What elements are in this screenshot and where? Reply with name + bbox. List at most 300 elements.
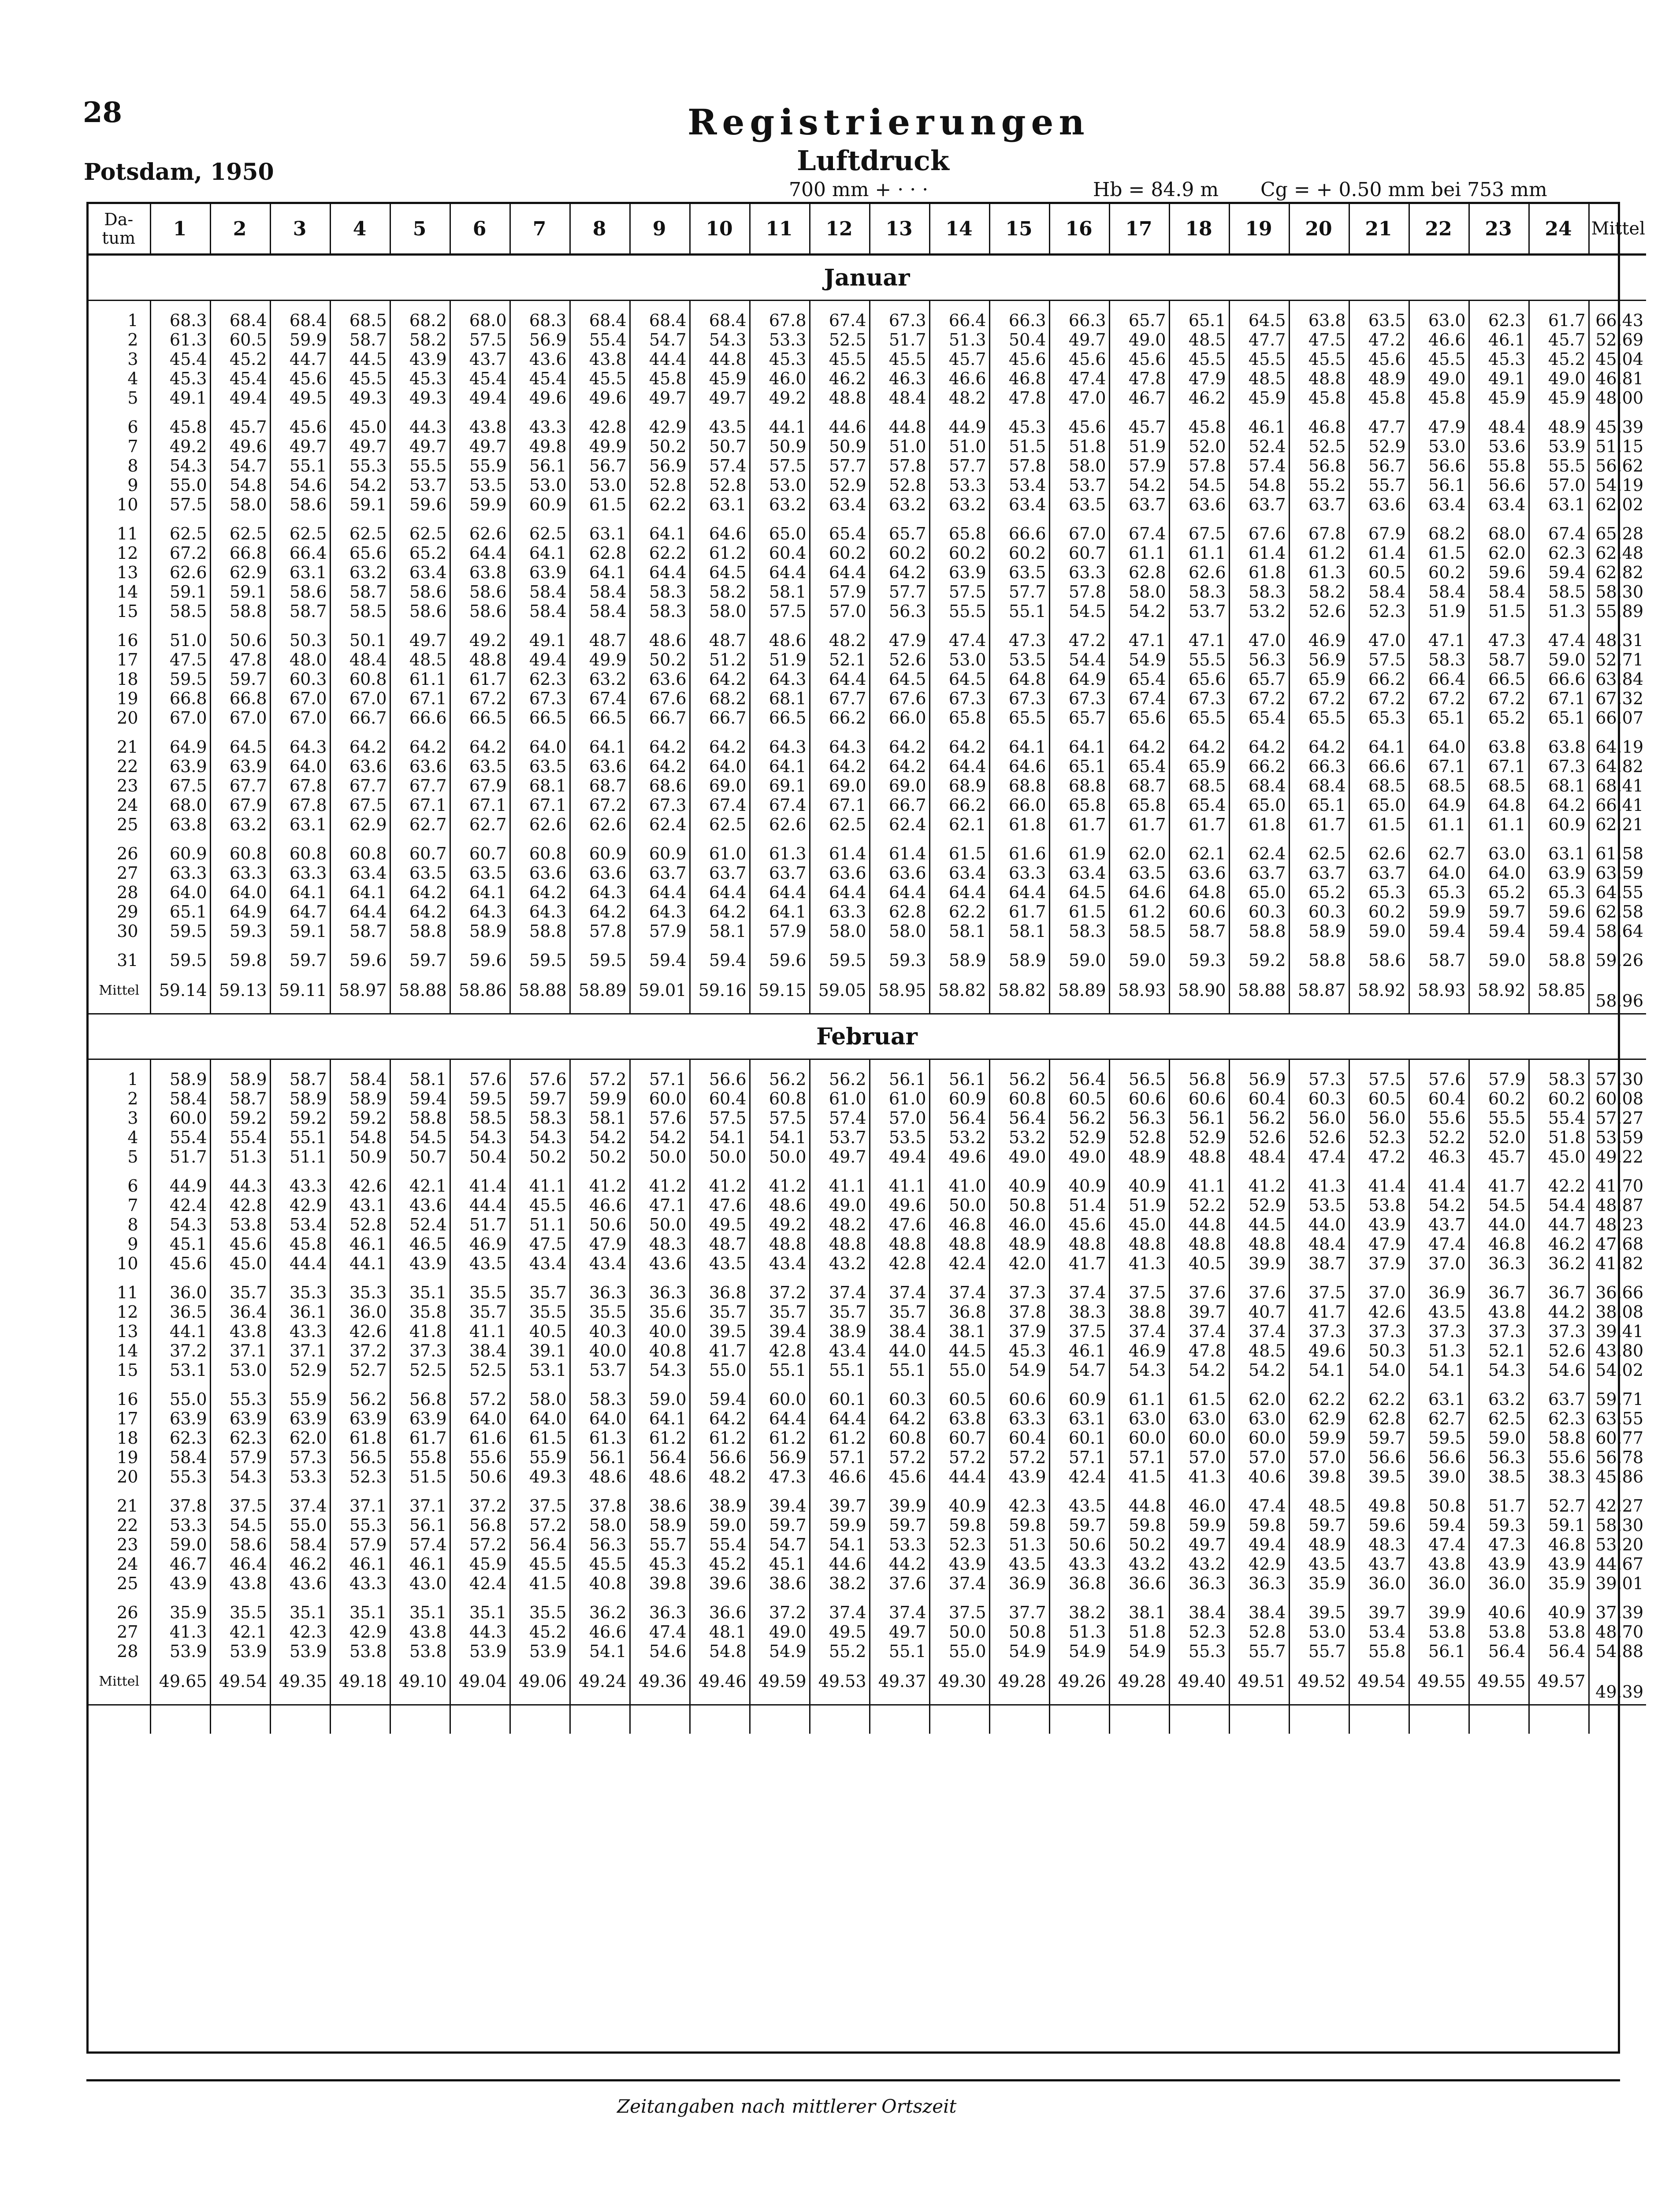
hourly-value: 61.8 xyxy=(989,815,1049,834)
hourly-value: 66.6 xyxy=(1349,757,1409,776)
header-hour: 21 xyxy=(1349,204,1409,255)
hourly-value: 55.5 xyxy=(929,602,989,621)
hourly-value: 42.9 xyxy=(270,1196,330,1215)
hourly-value: 57.0 xyxy=(1529,476,1589,495)
hourly-value: 54.0 xyxy=(1349,1360,1409,1380)
hourly-value: 46.2 xyxy=(1169,388,1229,408)
hourly-mean: 58.86 xyxy=(450,970,510,1011)
hourly-value: 50.4 xyxy=(989,330,1049,349)
day-number: 25 xyxy=(117,1574,138,1593)
table-row xyxy=(89,776,1646,795)
hourly-value: 41.8 xyxy=(390,1322,450,1341)
hourly-value: 45.8 xyxy=(1349,388,1409,408)
hourly-value: 52.0 xyxy=(1469,1128,1529,1147)
hourly-value: 58.9 xyxy=(270,1089,330,1108)
hourly-value: 52.6 xyxy=(870,650,929,669)
hourly-value: 63.6 xyxy=(570,757,630,776)
spacer-cell xyxy=(150,301,210,311)
hourly-value: 56.9 xyxy=(510,330,570,349)
day-number: 16 xyxy=(117,631,138,650)
hourly-value: 59.6 xyxy=(1529,902,1589,922)
header-hour: 19 xyxy=(1229,204,1289,255)
hourly-value: 53.2 xyxy=(929,1128,989,1147)
hourly-value: 65.0 xyxy=(1229,795,1289,815)
hourly-mean: 49.54 xyxy=(210,1661,270,1702)
hourly-value: 47.1 xyxy=(1109,631,1169,650)
hourly-value: 67.2 xyxy=(1469,689,1529,708)
hourly-value: 49.3 xyxy=(510,1467,570,1486)
hourly-value: 52.5 xyxy=(390,1360,450,1380)
hourly-value: 53.3 xyxy=(270,1467,330,1486)
hourly-value: 53.1 xyxy=(150,1360,210,1380)
hourly-value: 61.1 xyxy=(1409,815,1469,834)
hourly-value: 65.8 xyxy=(929,524,989,543)
hourly-mean: 49.28 xyxy=(1109,1661,1169,1702)
spacer-cell xyxy=(1289,1059,1349,1070)
hourly-value: 37.4 xyxy=(870,1283,929,1302)
spacer-cell xyxy=(690,1486,750,1496)
hourly-value: 36.0 xyxy=(150,1283,210,1302)
hourly-value: 54.9 xyxy=(989,1642,1049,1661)
hourly-value: 59.7 xyxy=(1349,1428,1409,1448)
spacer-cell xyxy=(1169,301,1229,311)
month-name: Januar xyxy=(89,255,1646,301)
spacer-cell xyxy=(1229,1273,1289,1283)
spacer-cell xyxy=(870,941,929,951)
hourly-value: 62.9 xyxy=(330,815,390,834)
hourly-value: 62.7 xyxy=(1409,1409,1469,1428)
spacer-cell xyxy=(1049,728,1109,737)
hourly-value: 55.5 xyxy=(1469,1108,1529,1128)
spacer-cell xyxy=(210,728,270,737)
hourly-value: 37.2 xyxy=(450,1496,510,1516)
hourly-value: 53.8 xyxy=(390,1642,450,1661)
hourly-value: 56.3 xyxy=(1469,1448,1529,1467)
hourly-value: 68.1 xyxy=(1529,776,1589,795)
spacer-cell xyxy=(1289,514,1349,524)
spacer-cell xyxy=(1169,728,1229,737)
hourly-value: 52.4 xyxy=(390,1215,450,1234)
hourly-value: 63.2 xyxy=(929,495,989,514)
hourly-mean: 49.36 xyxy=(630,1661,690,1702)
spacer-cell xyxy=(1469,1486,1529,1496)
hourly-value: 56.1 xyxy=(929,1070,989,1089)
spacer-cell xyxy=(1109,1167,1169,1176)
hourly-value: 58.1 xyxy=(929,922,989,941)
hourly-value: 65.6 xyxy=(1109,708,1169,728)
spacer-cell xyxy=(929,1011,989,1014)
spacer-cell xyxy=(1469,408,1529,417)
daily-mean: 53.20 xyxy=(1589,1535,1646,1554)
hourly-value: 55.0 xyxy=(690,1360,750,1380)
spacer xyxy=(89,941,1646,951)
spacer-cell xyxy=(570,1011,630,1014)
hourly-value: 55.4 xyxy=(210,1128,270,1147)
hourly-value: 67.0 xyxy=(1049,524,1109,543)
hourly-value: 67.3 xyxy=(630,795,690,815)
hourly-value: 66.3 xyxy=(989,311,1049,330)
spacer-cell xyxy=(630,1059,690,1070)
hourly-value: 55.6 xyxy=(450,1448,510,1467)
daily-mean: 55.89 xyxy=(1589,602,1646,621)
hourly-value: 46.6 xyxy=(570,1622,630,1642)
hourly-value: 58.8 xyxy=(210,602,270,621)
hourly-value: 44.0 xyxy=(1469,1215,1529,1234)
hourly-value: 58.3 xyxy=(510,1108,570,1128)
hourly-value: 59.7 xyxy=(270,951,330,970)
hourly-value: 37.4 xyxy=(929,1574,989,1593)
spacer-cell xyxy=(1349,1702,1409,1705)
hourly-value: 39.5 xyxy=(690,1322,750,1341)
hourly-value: 61.9 xyxy=(1049,844,1109,863)
hourly-value: 65.6 xyxy=(1169,669,1229,689)
hourly-value: 47.8 xyxy=(1169,1341,1229,1360)
spacer xyxy=(89,1486,1646,1496)
daily-mean: 52.71 xyxy=(1589,650,1646,669)
hourly-value: 45.6 xyxy=(270,417,330,437)
hourly-value: 67.2 xyxy=(1229,689,1289,708)
spacer-cell xyxy=(810,514,870,524)
hourly-value: 52.1 xyxy=(810,650,870,669)
spacer-cell xyxy=(1289,1702,1349,1705)
hourly-mean: 49.55 xyxy=(1409,1661,1469,1702)
hourly-value: 55.0 xyxy=(929,1642,989,1661)
hourly-value: 65.1 xyxy=(150,902,210,922)
hourly-value: 35.1 xyxy=(330,1603,390,1622)
hourly-value: 40.9 xyxy=(989,1176,1049,1196)
hourly-value: 63.4 xyxy=(810,495,870,514)
hourly-value: 36.3 xyxy=(1469,1254,1529,1273)
hourly-value: 60.9 xyxy=(1049,1390,1109,1409)
spacer-cell xyxy=(210,1380,270,1390)
spacer-cell xyxy=(150,514,210,524)
header-hour: 15 xyxy=(989,204,1049,255)
hourly-value: 59.7 xyxy=(870,1516,929,1535)
spacer-cell xyxy=(750,621,810,631)
hourly-value: 48.0 xyxy=(270,650,330,669)
spacer-cell xyxy=(210,514,270,524)
hourly-value: 65.8 xyxy=(1049,795,1109,815)
hourly-value: 68.7 xyxy=(1109,776,1169,795)
spacer-cell xyxy=(1589,1059,1646,1070)
hourly-value: 68.4 xyxy=(1229,776,1289,795)
spacer-cell xyxy=(1589,1705,1646,1734)
hourly-value: 63.5 xyxy=(989,563,1049,582)
hourly-value: 60.8 xyxy=(330,669,390,689)
hourly-value: 52.3 xyxy=(1349,602,1409,621)
hourly-value: 61.5 xyxy=(1049,902,1109,922)
hourly-value: 36.8 xyxy=(1049,1574,1109,1593)
hourly-value: 52.8 xyxy=(1229,1622,1289,1642)
hourly-value: 45.5 xyxy=(870,349,929,369)
spacer-cell xyxy=(1349,1059,1409,1070)
spacer-cell xyxy=(390,834,450,844)
hourly-value: 48.2 xyxy=(810,1215,870,1234)
hourly-value: 63.7 xyxy=(1289,863,1349,883)
spacer-cell xyxy=(929,728,989,737)
daily-mean: 56.62 xyxy=(1589,456,1646,476)
spacer-cell xyxy=(1529,514,1589,524)
hourly-value: 56.1 xyxy=(510,456,570,476)
hourly-value: 57.6 xyxy=(630,1108,690,1128)
spacer-cell xyxy=(1109,728,1169,737)
hourly-value: 60.5 xyxy=(1349,563,1409,582)
hourly-value: 48.7 xyxy=(690,631,750,650)
hourly-value: 49.9 xyxy=(570,650,630,669)
hourly-value: 45.9 xyxy=(1469,388,1529,408)
hourly-value: 64.4 xyxy=(929,757,989,776)
hourly-value: 67.2 xyxy=(1289,689,1349,708)
hourly-value: 61.3 xyxy=(570,1428,630,1448)
spacer-cell xyxy=(1049,301,1109,311)
hourly-value: 50.1 xyxy=(330,631,390,650)
hourly-value: 58.4 xyxy=(150,1089,210,1108)
hourly-value: 52.8 xyxy=(690,476,750,495)
hourly-value: 35.7 xyxy=(210,1283,270,1302)
hourly-value: 46.9 xyxy=(1109,1341,1169,1360)
hourly-value: 55.3 xyxy=(1169,1642,1229,1661)
hourly-value: 42.4 xyxy=(450,1574,510,1593)
hourly-value: 60.7 xyxy=(390,844,450,863)
daily-mean: 48.31 xyxy=(1589,631,1646,650)
hourly-value: 51.5 xyxy=(1469,602,1529,621)
hourly-value: 43.9 xyxy=(150,1574,210,1593)
hourly-value: 44.4 xyxy=(450,1196,510,1215)
hourly-value: 62.7 xyxy=(390,815,450,834)
spacer-cell xyxy=(510,1011,570,1014)
hourly-value: 37.4 xyxy=(1229,1322,1289,1341)
hourly-value: 59.1 xyxy=(270,922,330,941)
hourly-value: 49.6 xyxy=(929,1147,989,1167)
hourly-value: 58.7 xyxy=(270,1070,330,1089)
spacer-cell xyxy=(1049,834,1109,844)
hourly-value: 51.8 xyxy=(1049,437,1109,456)
hourly-value: 43.9 xyxy=(1469,1554,1529,1574)
hourly-value: 62.2 xyxy=(630,543,690,563)
header-hour: 2 xyxy=(210,204,270,255)
hourly-value: 36.5 xyxy=(150,1302,210,1322)
hourly-value: 42.4 xyxy=(150,1196,210,1215)
spacer-cell xyxy=(810,621,870,631)
spacer-cell xyxy=(870,514,929,524)
hourly-mean: 58.97 xyxy=(330,970,390,1011)
hourly-value: 57.4 xyxy=(690,456,750,476)
spacer-cell xyxy=(929,1702,989,1705)
spacer-cell xyxy=(630,941,690,951)
hourly-value: 68.4 xyxy=(630,311,690,330)
spacer-cell xyxy=(1109,941,1169,951)
table-row xyxy=(89,1496,1646,1516)
hourly-value: 55.0 xyxy=(150,1390,210,1409)
spacer-cell xyxy=(330,514,390,524)
hourly-value: 35.3 xyxy=(330,1283,390,1302)
hourly-value: 51.5 xyxy=(989,437,1049,456)
hourly-value: 63.9 xyxy=(390,1409,450,1428)
hourly-value: 35.7 xyxy=(870,1302,929,1322)
spacer-cell xyxy=(450,941,510,951)
spacer-cell xyxy=(929,408,989,417)
hourly-value: 64.0 xyxy=(210,883,270,902)
hourly-value: 57.1 xyxy=(810,1448,870,1467)
hourly-value: 42.2 xyxy=(1529,1176,1589,1196)
header-hour: 13 xyxy=(870,204,929,255)
hourly-value: 62.5 xyxy=(210,524,270,543)
spacer-cell xyxy=(630,514,690,524)
hourly-value: 64.8 xyxy=(989,669,1049,689)
spacer-cell xyxy=(870,1059,929,1070)
spacer-cell xyxy=(1109,1705,1169,1734)
header-hour: 8 xyxy=(570,204,630,255)
hourly-value: 41.7 xyxy=(1469,1176,1529,1196)
spacer-cell xyxy=(1409,301,1469,311)
hourly-value: 63.2 xyxy=(210,815,270,834)
hourly-value: 43.6 xyxy=(630,1254,690,1273)
hourly-value: 59.4 xyxy=(630,951,690,970)
hourly-value: 45.5 xyxy=(330,369,390,388)
hourly-value: 51.2 xyxy=(690,650,750,669)
hourly-value: 50.0 xyxy=(929,1196,989,1215)
daily-mean: 67.32 xyxy=(1589,689,1646,708)
spacer-cell xyxy=(1349,408,1409,417)
spacer-cell xyxy=(1169,514,1229,524)
table-row xyxy=(89,582,1646,602)
hourly-value: 54.8 xyxy=(330,1128,390,1147)
hourly-value: 49.7 xyxy=(270,437,330,456)
hourly-value: 64.4 xyxy=(690,883,750,902)
hourly-value: 64.1 xyxy=(270,883,330,902)
hourly-value: 57.1 xyxy=(1049,1448,1109,1467)
hourly-value: 64.3 xyxy=(750,737,810,757)
hourly-value: 47.1 xyxy=(1169,631,1229,650)
hourly-value: 60.6 xyxy=(1169,1089,1229,1108)
hourly-value: 54.1 xyxy=(750,1128,810,1147)
hourly-value: 49.4 xyxy=(870,1147,929,1167)
spacer-cell xyxy=(1229,1486,1289,1496)
hourly-value: 41.3 xyxy=(1289,1176,1349,1196)
hourly-value: 36.0 xyxy=(330,1302,390,1322)
spacer-cell xyxy=(330,1167,390,1176)
hourly-value: 48.4 xyxy=(330,650,390,669)
hourly-value: 57.2 xyxy=(450,1535,510,1554)
hourly-value: 63.9 xyxy=(510,563,570,582)
daily-mean: 58.30 xyxy=(1589,582,1646,602)
hourly-value: 52.3 xyxy=(1349,1128,1409,1147)
hourly-value: 49.7 xyxy=(810,1147,870,1167)
spacer-cell xyxy=(929,301,989,311)
hourly-value: 51.9 xyxy=(1409,602,1469,621)
hourly-value: 45.6 xyxy=(1049,1215,1109,1234)
hourly-value: 64.1 xyxy=(570,737,630,757)
hourly-value: 59.0 xyxy=(1349,922,1409,941)
hourly-value: 60.7 xyxy=(1049,543,1109,563)
hourly-value: 49.1 xyxy=(1469,369,1529,388)
hourly-value: 68.6 xyxy=(630,776,690,795)
hourly-value: 62.5 xyxy=(810,815,870,834)
hourly-value: 58.1 xyxy=(989,922,1049,941)
hourly-value: 53.5 xyxy=(1289,1196,1349,1215)
hourly-value: 47.4 xyxy=(1529,631,1589,650)
hourly-value: 67.0 xyxy=(150,708,210,728)
hourly-value: 46.8 xyxy=(989,369,1049,388)
spacer-cell xyxy=(210,1705,270,1734)
hourly-value: 58.6 xyxy=(1349,951,1409,970)
day-number: 10 xyxy=(117,495,138,514)
hourly-value: 46.9 xyxy=(450,1234,510,1254)
hourly-value: 36.8 xyxy=(929,1302,989,1322)
hourly-value: 59.0 xyxy=(690,1516,750,1535)
hourly-value: 62.5 xyxy=(150,524,210,543)
spacer-cell xyxy=(270,941,330,951)
spacer-cell xyxy=(989,728,1049,737)
hourly-value: 63.7 xyxy=(1229,495,1289,514)
spacer-cell xyxy=(150,1593,210,1603)
table-row xyxy=(89,1215,1646,1234)
table-row xyxy=(89,1467,1646,1486)
hourly-value: 55.6 xyxy=(1409,1108,1469,1128)
hourly-value: 63.9 xyxy=(150,1409,210,1428)
spacer-cell xyxy=(1109,408,1169,417)
spacer-cell xyxy=(270,1380,330,1390)
hourly-value: 65.0 xyxy=(1229,883,1289,902)
hourly-value: 59.6 xyxy=(450,951,510,970)
hourly-value: 64.0 xyxy=(450,1409,510,1428)
hourly-value: 43.3 xyxy=(510,417,570,437)
hourly-value: 63.8 xyxy=(450,563,510,582)
spacer-cell xyxy=(1169,621,1229,631)
hourly-value: 37.2 xyxy=(750,1603,810,1622)
spacer-cell xyxy=(989,621,1049,631)
hourly-value: 58.1 xyxy=(570,1108,630,1128)
spacer-cell xyxy=(210,941,270,951)
day-number: 17 xyxy=(117,650,138,669)
hourly-value: 64.9 xyxy=(150,737,210,757)
spacer-cell xyxy=(390,1705,450,1734)
hourly-value: 45.9 xyxy=(450,1554,510,1574)
hourly-value: 45.3 xyxy=(989,417,1049,437)
spacer-cell xyxy=(1409,1011,1469,1014)
hourly-value: 47.3 xyxy=(989,631,1049,650)
hourly-value: 63.2 xyxy=(570,669,630,689)
spacer-cell xyxy=(1469,1167,1529,1176)
hourly-value: 45.6 xyxy=(150,1254,210,1273)
hourly-value: 56.4 xyxy=(510,1535,570,1554)
hourly-value: 66.5 xyxy=(570,708,630,728)
hourly-value: 67.4 xyxy=(1529,524,1589,543)
hourly-value: 67.8 xyxy=(750,311,810,330)
hourly-value: 64.1 xyxy=(1049,737,1109,757)
hourly-value: 63.5 xyxy=(450,757,510,776)
hourly-value: 59.8 xyxy=(1229,1516,1289,1535)
hourly-mean: 49.52 xyxy=(1289,1661,1349,1702)
hourly-value: 57.9 xyxy=(330,1535,390,1554)
hourly-value: 43.6 xyxy=(510,349,570,369)
hourly-mean: 59.16 xyxy=(690,970,750,1011)
hourly-value: 55.4 xyxy=(570,330,630,349)
hourly-value: 58.3 xyxy=(1529,1070,1589,1089)
table-row xyxy=(89,369,1646,388)
hourly-value: 57.4 xyxy=(1229,456,1289,476)
hourly-value: 65.8 xyxy=(929,708,989,728)
table-row xyxy=(89,669,1646,689)
day-number: 22 xyxy=(117,757,138,776)
hourly-value: 63.8 xyxy=(1469,737,1529,757)
hourly-value: 43.8 xyxy=(570,349,630,369)
hourly-value: 45.7 xyxy=(1109,417,1169,437)
hourly-value: 58.7 xyxy=(330,582,390,602)
hourly-value: 62.5 xyxy=(330,524,390,543)
table-row xyxy=(89,524,1646,543)
month-name: Februar xyxy=(89,1014,1646,1059)
